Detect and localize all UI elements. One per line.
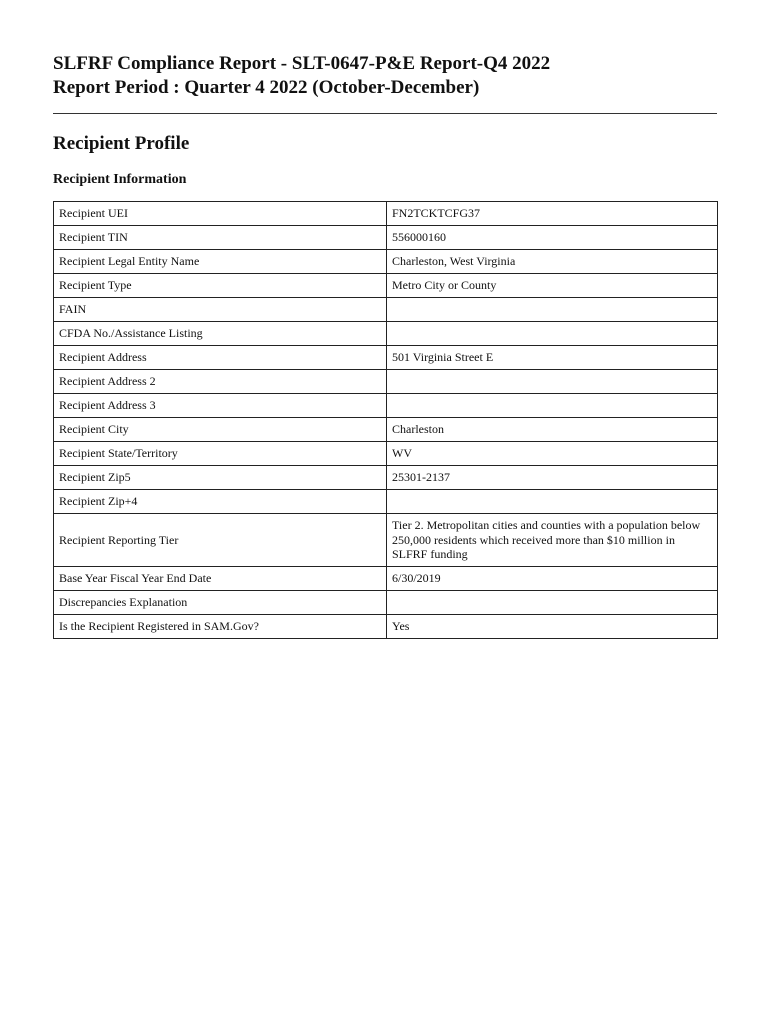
row-label: Recipient Reporting Tier — [54, 514, 387, 567]
table-row — [54, 202, 718, 226]
row-value — [387, 590, 718, 614]
row-value: Tier 2. Metropolitan cities and counties with a population below 250,000 residents which received more than $10 million in SLFRF funding — [387, 514, 718, 567]
table-row — [54, 298, 718, 322]
table-row — [54, 250, 718, 274]
report-period: Report Period : Quarter 4 2022 (October-December) — [53, 77, 480, 98]
table-row — [54, 490, 718, 514]
row-label: Base Year Fiscal Year End Date — [54, 566, 387, 590]
row-value: 25301-2137 — [387, 466, 718, 490]
table-row — [54, 442, 718, 466]
row-value: Charleston — [387, 418, 718, 442]
row-value: FN2TCKTCFG37 — [387, 202, 718, 226]
table-row — [54, 346, 718, 370]
row-value — [387, 298, 718, 322]
table-row — [54, 466, 718, 490]
table-row — [54, 226, 718, 250]
row-label: Recipient Zip+4 — [54, 490, 387, 514]
row-value — [387, 394, 718, 418]
table-row — [54, 566, 718, 590]
recipient-info-table — [53, 201, 718, 639]
row-label: Recipient Zip5 — [54, 466, 387, 490]
table-row — [54, 514, 718, 567]
row-value — [387, 490, 718, 514]
row-value: WV — [387, 442, 718, 466]
row-value: 6/30/2019 — [387, 566, 718, 590]
row-label: Recipient Address 2 — [54, 370, 387, 394]
row-label: Recipient UEI — [54, 202, 387, 226]
row-value: Charleston, West Virginia — [387, 250, 718, 274]
row-value — [387, 322, 718, 346]
row-label: Recipient State/Territory — [54, 442, 387, 466]
row-value — [387, 370, 718, 394]
row-label: CFDA No./Assistance Listing — [54, 322, 387, 346]
table-row — [54, 590, 718, 614]
table-row — [54, 274, 718, 298]
sub-heading: Recipient Information — [53, 172, 187, 187]
table-row — [54, 322, 718, 346]
row-label: Recipient Address 3 — [54, 394, 387, 418]
section-heading: Recipient Profile — [53, 133, 190, 154]
row-value: Metro City or County — [387, 274, 718, 298]
row-value: 556000160 — [387, 226, 718, 250]
row-label: Recipient Type — [54, 274, 387, 298]
row-label: Recipient Address — [54, 346, 387, 370]
header-divider — [53, 113, 717, 114]
row-label: Is the Recipient Registered in SAM.Gov? — [54, 614, 387, 638]
row-label: FAIN — [54, 298, 387, 322]
report-title: SLFRF Compliance Report - SLT-0647-P&E Report-Q4 2022 — [53, 53, 551, 74]
row-label: Discrepancies Explanation — [54, 590, 387, 614]
table-row — [54, 418, 718, 442]
table-row — [54, 394, 718, 418]
row-value: 501 Virginia Street E — [387, 346, 718, 370]
report-page — [53, 52, 717, 639]
row-label: Recipient Legal Entity Name — [54, 250, 387, 274]
row-label: Recipient TIN — [54, 226, 387, 250]
row-label: Recipient City — [54, 418, 387, 442]
table-row — [54, 614, 718, 638]
table-row — [54, 370, 718, 394]
row-value: Yes — [387, 614, 718, 638]
